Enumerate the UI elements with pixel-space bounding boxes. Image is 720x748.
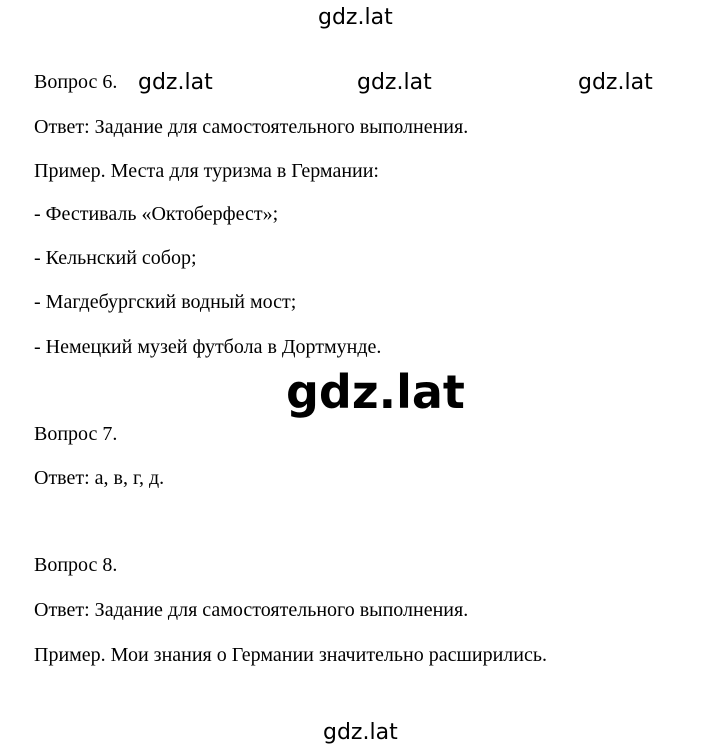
watermark-row-right: gdz.lat xyxy=(578,70,653,95)
watermark-top: gdz.lat xyxy=(318,5,393,30)
question-7-heading: Вопрос 7. xyxy=(34,423,118,445)
question-6-answer: Ответ: Задание для самостоятельного выполнения. xyxy=(34,116,469,138)
watermark-center: gdz.lat xyxy=(286,365,465,419)
question-6-example-intro: Пример. Места для туризма в Германии: xyxy=(34,160,379,182)
question-8-answer: Ответ: Задание для самостоятельного выполнения. xyxy=(34,599,469,621)
question-6-item: - Фестиваль «Октоберфест»; xyxy=(34,203,279,225)
question-8-example: Пример. Мои знания о Германии значительно расширились. xyxy=(34,644,547,666)
question-6-heading: Вопрос 6. xyxy=(34,71,118,93)
watermark-row-left: gdz.lat xyxy=(138,70,213,95)
question-6-item: - Кельнский собор; xyxy=(34,247,197,269)
question-7-answer: Ответ: а, в, г, д. xyxy=(34,467,165,489)
question-6-item: - Немецкий музей футбола в Дортмунде. xyxy=(34,336,382,358)
watermark-row-middle: gdz.lat xyxy=(357,70,432,95)
watermark-bottom: gdz.lat xyxy=(323,720,398,745)
question-6-item: - Магдебургский водный мост; xyxy=(34,291,297,313)
question-8-heading: Вопрос 8. xyxy=(34,554,118,576)
